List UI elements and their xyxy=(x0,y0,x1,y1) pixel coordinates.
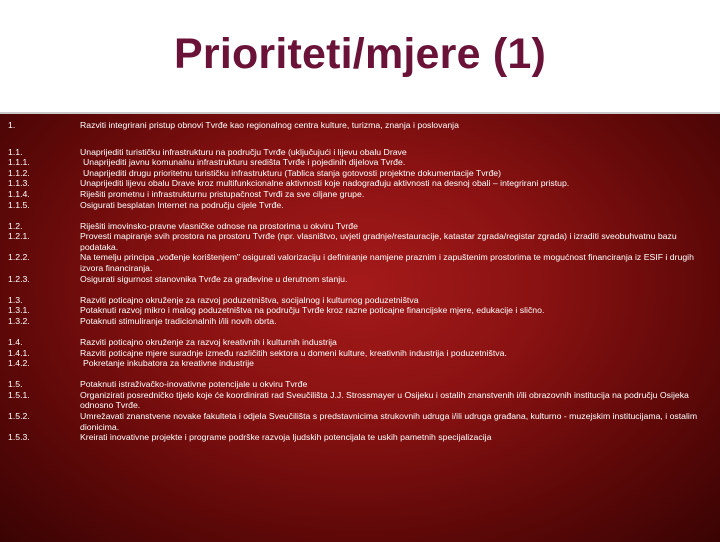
priority-row xyxy=(0,157,720,168)
priority-group xyxy=(0,379,720,443)
priority-text: Osigurati sigurnost stanovnika Tvrđe za građevine u derutnom stanju. xyxy=(80,273,348,284)
priority-row xyxy=(0,252,720,273)
priority-row xyxy=(0,337,720,348)
priority-group xyxy=(0,337,720,369)
priority-number: 1. xyxy=(8,120,16,130)
priority-number: 1.1.1. xyxy=(8,157,30,168)
priority-number: 1.2.1. xyxy=(8,231,30,242)
priority-text: Osigurati besplatan Internet na području cijele Tvrđe. xyxy=(80,199,284,210)
priority-group xyxy=(0,221,720,285)
priority-text: Potaknuti istraživačko-inovativne potencijale u okviru Tvrđe xyxy=(80,379,308,390)
priority-number: 1.3.1. xyxy=(8,305,30,316)
priority-number: 1.1.5. xyxy=(8,199,30,210)
priority-text: Unaprijediti drugu prioritetnu turističku infrastrukturu (Tablica stanja gotovosti projektne dokumentacije Tvrđe) xyxy=(83,167,502,178)
priority-text: Provesti mapiranje svih prostora na prostoru Tvrđe (npr. vlasništvo, uvjeti gradnje/restauracije, katastar zgrada/registar zgrada) i izraditi sveobuhvatnu bazu podataka. xyxy=(80,231,677,252)
priority-text: Unaprijediti turističku infrastrukturu na području Tvrđe (uključujući i lijevu obalu Drave xyxy=(80,146,407,157)
priorities-list xyxy=(0,120,720,453)
priority-number: 1.3.2. xyxy=(8,315,30,326)
priority-number: 1.5.1. xyxy=(8,389,30,400)
priority-number: 1.3. xyxy=(8,294,23,305)
priority-row xyxy=(0,120,720,131)
priority-text: Riješiti prometnu i infrastrukturnu pristupačnost Tvrđi za sve ciljane grupe. xyxy=(80,188,365,199)
priority-row xyxy=(0,231,720,252)
priority-text: Razviti poticajno okruženje za razvoj kreativnih i kulturnih industrija xyxy=(80,337,337,347)
title-area xyxy=(0,0,720,112)
priority-number: 1.5.3. xyxy=(8,432,30,443)
priority-row xyxy=(0,411,720,432)
priority-number: 1.1.2. xyxy=(8,167,30,178)
priority-number: 1.1. xyxy=(8,146,23,157)
priority-number: 1.2.2. xyxy=(8,252,30,263)
priority-text: Pokretanje inkubatora za kreativne industrije xyxy=(83,358,254,369)
priority-number: 1.1.3. xyxy=(8,178,30,189)
priority-row xyxy=(0,178,720,189)
priority-group xyxy=(0,147,720,211)
priority-text: Unaprijediti javnu komunalnu infrastrukturu središta Tvrđe i pojedinih dijelova Tvrđe. xyxy=(83,157,406,168)
priority-group xyxy=(0,295,720,327)
priority-row xyxy=(0,316,720,327)
priority-row xyxy=(0,432,720,443)
priority-number: 1.4.1. xyxy=(8,347,30,358)
priority-row xyxy=(0,221,720,232)
priority-text: Umrežavati znanstvene novake fakulteta i odjela Sveučilišta s predstavnicima strukovnih udruga i/ili udruga građana, kulturno - muzejskim institucijama, i ostalim dionicima. xyxy=(80,411,698,432)
priority-text: Na temelju principa „vođenje korištenjem" osigurati valorizaciju i definiranje namjene praznim i zapuštenim prostorima te mogućnost financiranja iz ESIF i drugih izvora financiranja. xyxy=(80,252,694,274)
priority-text: Razviti poticajno okruženje za razvoj poduzetništva, socijalnog i kulturnog poduzetništva xyxy=(80,294,419,305)
priority-number: 1.2. xyxy=(8,220,23,231)
priority-text: Kreirati inovativne projekte i programe podrške razvoja ljudskih potencijala te uskih pametnih specijalizacija xyxy=(80,432,492,443)
priority-number: 1.2.3. xyxy=(8,273,30,284)
priority-group xyxy=(0,120,720,131)
priority-number: 1.4.2. xyxy=(8,358,30,369)
priority-row xyxy=(0,379,720,390)
priority-text: Razviti poticajne mjere suradnje između različitih sektora u domeni kulture, kreativnih industrija i poduzetništva. xyxy=(80,347,507,358)
priority-row xyxy=(0,305,720,316)
priority-row xyxy=(0,295,720,306)
priority-row xyxy=(0,168,720,179)
slide-title: Prioriteti/mjere (1) xyxy=(174,30,546,78)
priority-row xyxy=(0,189,720,200)
priority-row xyxy=(0,200,720,211)
priority-number: 1.5.2. xyxy=(8,411,30,422)
priority-row xyxy=(0,358,720,369)
priority-row xyxy=(0,274,720,285)
priority-text: Potaknuti stimuliranje tradicionalnih i/ili novih obrta. xyxy=(80,315,277,326)
priority-text: Razviti integrirani pristup obnovi Tvrđe kao regionalnog centra kulture, turizma, znanja i poslovanja xyxy=(80,120,459,130)
priority-number: 1.4. xyxy=(8,337,23,347)
priority-row xyxy=(0,147,720,158)
priority-row xyxy=(0,390,720,411)
priority-text: Organizirati posredničko tijelo koje će koordinirati rad Sveučilišta J.J. Strossmayer u Osijeku i ostalih znanstvenih i/ili obrazovnih institucija na području Osijeka odnosno Tvrđe. xyxy=(80,389,689,411)
priority-text: Unaprijediti lijevu obalu Drave kroz multifunkcionalne aktivnosti koje nadograđuju aktivnosti na desnoj obali – integrirani pristup. xyxy=(80,178,570,189)
priority-number: 1.1.4. xyxy=(8,188,30,199)
priority-text: Potaknuti razvoj mikro i malog poduzetništva na području Tvrđe kroz razne poticajne financijske mjere, edukacije i slično. xyxy=(80,305,545,316)
priority-number: 1.5. xyxy=(8,379,23,390)
priority-row xyxy=(0,348,720,359)
priority-text: Riješiti imovinsko-pravne vlasničke odnose na prostorima u okviru Tvrđe xyxy=(80,220,358,231)
